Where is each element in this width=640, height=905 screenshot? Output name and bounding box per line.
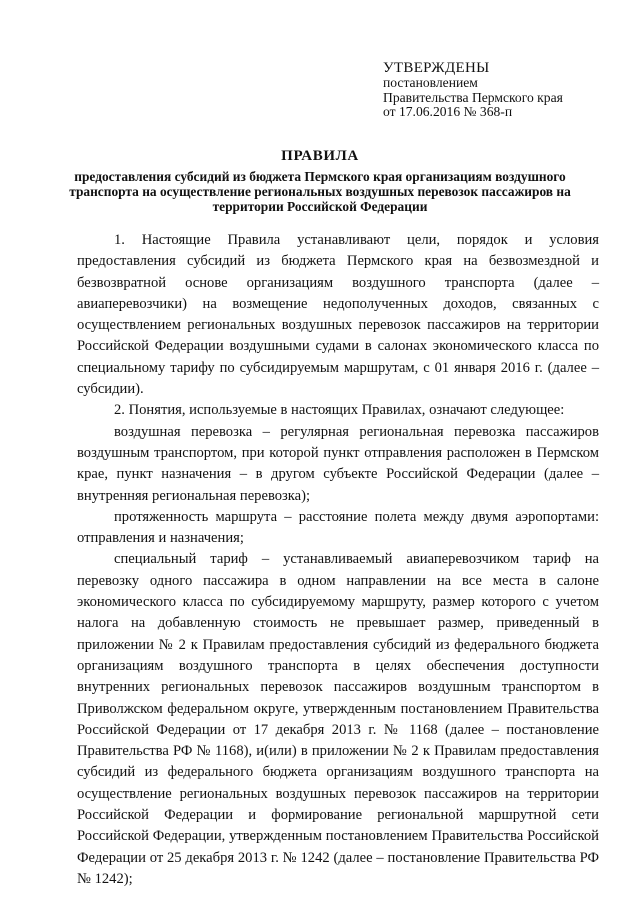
document-subtitle: предоставления субсидий из бюджета Пермского края организациям воздушного транспорта на осуществление региональных воздушных перевозок пассажиров на территории Российской Федерации — [69, 169, 571, 214]
approval-line-3: от 17.06.2016 № 368-п — [383, 104, 513, 120]
paragraph-4: протяженность маршрута – расстояние полета между двумя аэропортами: отправления и назначения; — [77, 508, 599, 547]
approval-line-2: Правительства Пермского края — [383, 89, 563, 105]
paragraph-5: специальный тариф – устанавливаемый авиаперевозчиком тариф на перевозку одного пассажира в одном направлении на все места в салоне экономического класса по субсидируемому маршруту, размер которого с учетом налога на добавленную стоимость не превышает размер, приведенный в приложении № 2 к Правилам предоставления субсидий из федерального бюджета организациям воздушного транспорта в целях обеспечения доступности внутренних региональных перевозок пассажиров воздушным транспортом в Приволжском федеральном округе, утвержденным постановлением Правительства Российской Федерации от 17 декабря 2013 г. № 1168 (далее – постановление Правительства РФ № 1168), и(или) в приложении № 2 к Правилам предоставления субсидий из федерального бюджета организациям воздушного транспорта на осуществление региональных воздушных перевозок пассажиров на территории Российской Федерации и формирование региональной маршрутной сети Российской Федерации, утвержденным постановлением Правительства Российской Федерации от 25 декабря 2013 г. № 1242 (далее – постановление Правительства РФ № 1242); — [77, 551, 599, 887]
approval-line-1: постановлением — [383, 75, 478, 90]
paragraph-2: 2. Понятия, используемые в настоящих Правилах, означают следующее: — [114, 402, 565, 419]
approval-stamp — [383, 60, 633, 120]
document-title: ПРАВИЛА — [281, 148, 359, 164]
document-body — [77, 230, 599, 890]
paragraph-3: воздушная перевозка – регулярная региональная перевозка пассажиров воздушным транспортом, при которой пункт отправления расположен в Пермском крае, пункт назначения – в другом субъекте Российской Федерации (далее – внутренняя региональная перевозка); — [77, 423, 599, 504]
paragraph-1: 1. Настоящие Правила устанавливают цели, порядок и условия предоставления субсидий из бюджета Пермского края на безвозмездной и безвозвратной основе организациям воздушного транспорта (далее – авиаперевозчики) на возмещение недополученных доходов, связанных с осуществлением региональных воздушных перевозок пассажиров на территории Российской Федерации воздушными судами в салонах экономического класса по специальному тарифу по субсидируемым маршрутам, с 01 января 2016 г. (далее – субсидии). — [77, 232, 599, 398]
approval-heading: УТВЕРЖДЕНЫ — [383, 60, 490, 76]
